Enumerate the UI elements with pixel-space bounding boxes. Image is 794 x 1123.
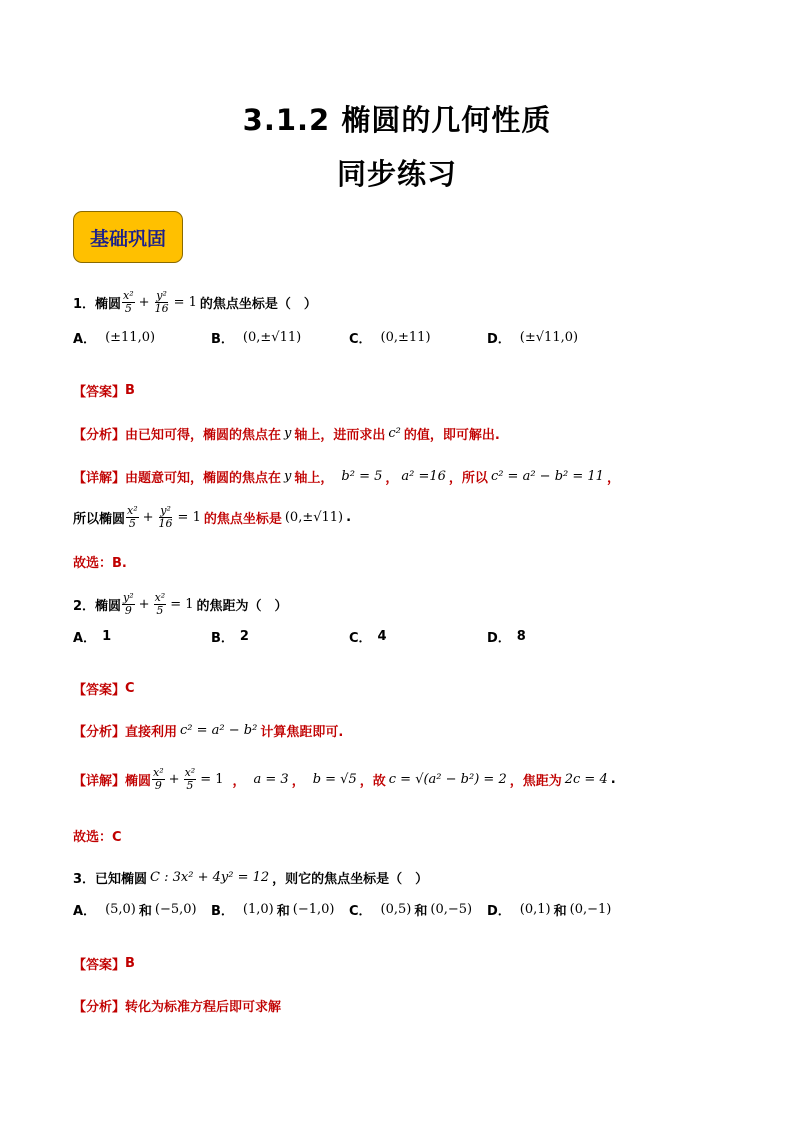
q1-option-d[interactable]: D． (±√11,0) (487, 329, 579, 347)
q1-frac-x: $\frac{\text{x²}}{5}$ (123, 289, 134, 315)
q2-answer: 【答案】 C (73, 681, 135, 698)
question-3: 3．已知椭圆 C : 3x² + 4y² = 12 ，则它的焦点坐标是（ ） (73, 870, 429, 887)
q2-option-c[interactable]: C． 4 (349, 628, 387, 646)
q1-option-c[interactable]: C． (0,±11) (349, 329, 431, 347)
q3-answer: 【答案】 B (73, 956, 135, 973)
q2-option-a[interactable]: A． 1 (73, 628, 112, 646)
q2-detail: 【详解】 椭圆 $\frac{\text{x²}}{9}$ + $\frac{\text{x²}}{5}$ = 1 ， a = 3 ， b = √5 ，故 c = √(a² − b²) = 2 ，焦距为 2c = 4 . (73, 766, 616, 792)
q1-detail: 【详解】 由题意可知，椭圆的焦点在 y 轴上， b² = 5 ， a² =16 ，所以 c² = a² − b² = 11 ， (73, 469, 620, 486)
q1-option-a[interactable]: A． (±11,0) (73, 329, 156, 347)
q1-detail-line2: 所以椭圆 $\frac{\text{x²}}{5}$ + $\frac{\text{y²}}{16}$ = 1 的焦点坐标是 (0,±√11) . (73, 504, 352, 530)
q3-analysis: 【分析】 转化为标准方程后即可求解 (73, 1000, 282, 1015)
question-2: 2．椭圆 $\frac{\text{y²}}{9}$ + $\frac{\text{x²}}{5}$ = 1 的焦距为（ ） (73, 591, 288, 617)
q1-answer: 【答案】 B (73, 383, 135, 400)
q1-eq: = 1 (173, 295, 197, 310)
page-subtitle: 同步练习 (336, 157, 457, 191)
q1-prefix: 1．椭圆 (73, 297, 122, 312)
question-1: 1．椭圆 $\frac{\text{x²}}{5}$ + $\frac{\text{y²}}{16}$ = 1 的焦点坐标是（ ） (73, 289, 317, 315)
q2-analysis: 【分析】 直接利用 c² = a² − b² 计算焦距即可. (73, 723, 344, 740)
q2-option-b[interactable]: B． 2 (211, 628, 249, 646)
q3-option-c[interactable]: C． (0,5) 和 (0,−5) (349, 901, 473, 919)
q1-conclusion: 故选：B. (73, 556, 127, 571)
section-badge: 基础巩固 (73, 211, 183, 263)
q1-suffix: 的焦点坐标是（ ） (199, 297, 317, 312)
q2-conclusion: 故选：C (73, 830, 122, 845)
q1-frac-y: $\frac{\text{y²}}{16}$ (154, 289, 169, 315)
q3-option-b[interactable]: B． (1,0) 和 (−1,0) (211, 901, 335, 919)
q1-analysis: 【分析】 由已知可得，椭圆的焦点在 y 轴上，进而求出 c² 的值，即可解出. (73, 426, 500, 443)
q1-option-b[interactable]: B． (0,±√11) (211, 329, 302, 347)
q3-option-d[interactable]: D． (0,1) 和 (0,−1) (487, 901, 612, 919)
q3-option-a[interactable]: A． (5,0) 和 (−5,0) (73, 901, 197, 919)
q2-option-d[interactable]: D． 8 (487, 628, 526, 646)
page-title: 3.1.2 椭圆的几何性质 (242, 103, 552, 137)
